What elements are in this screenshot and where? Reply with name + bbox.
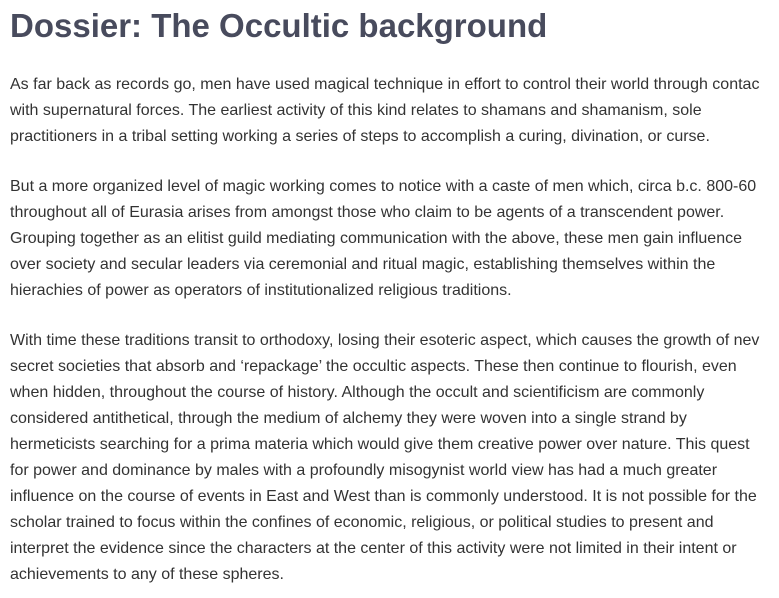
- paragraph-3: [10, 328, 779, 588]
- page-title: Dossier: The Occultic background: [10, 7, 548, 44]
- paragraph-1: [10, 72, 779, 150]
- paragraph-line: But a more organized level of magic working comes to notice with a caste of men which, circa b.c. 800-60: [10, 178, 757, 195]
- paragraph-line: With time these traditions transit to orthodoxy, losing their esoteric aspect, which causes the growth of nev: [10, 332, 760, 349]
- paragraph-line: achievements to any of these spheres.: [10, 566, 284, 583]
- paragraph-line: over society and secular leaders via ceremonial and ritual magic, establishing themselves within the: [10, 256, 716, 273]
- paragraph-line: considered antithetical, through the medium of alchemy they were woven into a single strand by: [10, 410, 687, 427]
- paragraph-line: influence on the course of events in East and West than is commonly understood. It is not possible for the: [10, 488, 757, 505]
- paragraph-line: secret societies that absorb and ‘repackage’ the occultic aspects. These then continue to flourish, even: [10, 358, 737, 375]
- paragraph-line: interpret the evidence since the characters at the center of this activity were not limited in their intent or: [10, 540, 737, 557]
- paragraph-line: with supernatural forces. The earliest activity of this kind relates to shamans and shamanism, sole: [10, 102, 702, 119]
- paragraph-line: As far back as records go, men have used magical technique in effort to control their world through contac: [10, 76, 760, 93]
- paragraph-line: when hidden, throughout the course of history. Although the occult and scientificism are commonly: [10, 384, 705, 401]
- paragraph-line: hermeticists searching for a prima materia which would give them creative power over nature. This quest: [10, 436, 750, 453]
- paragraph-line: hierachies of power as operators of institutionalized religious traditions.: [10, 282, 512, 299]
- paragraph-line: throughout all of Eurasia arises from amongst those who claim to be agents of a transcendent power.: [10, 204, 725, 221]
- paragraph-line: practitioners in a tribal setting working a series of steps to accomplish a curing, divination, or curse.: [10, 128, 710, 145]
- paragraph-line: for power and dominance by males with a profoundly misogynist world view has had a much greater: [10, 462, 718, 479]
- article-body: [10, 72, 779, 598]
- paragraph-line: Grouping together as an elitist guild mediating communication with the above, these men gain influence: [10, 230, 742, 247]
- paragraph-2: [10, 174, 779, 304]
- paragraph-line: scholar trained to focus within the confines of economic, religious, or political studies to present and: [10, 514, 714, 531]
